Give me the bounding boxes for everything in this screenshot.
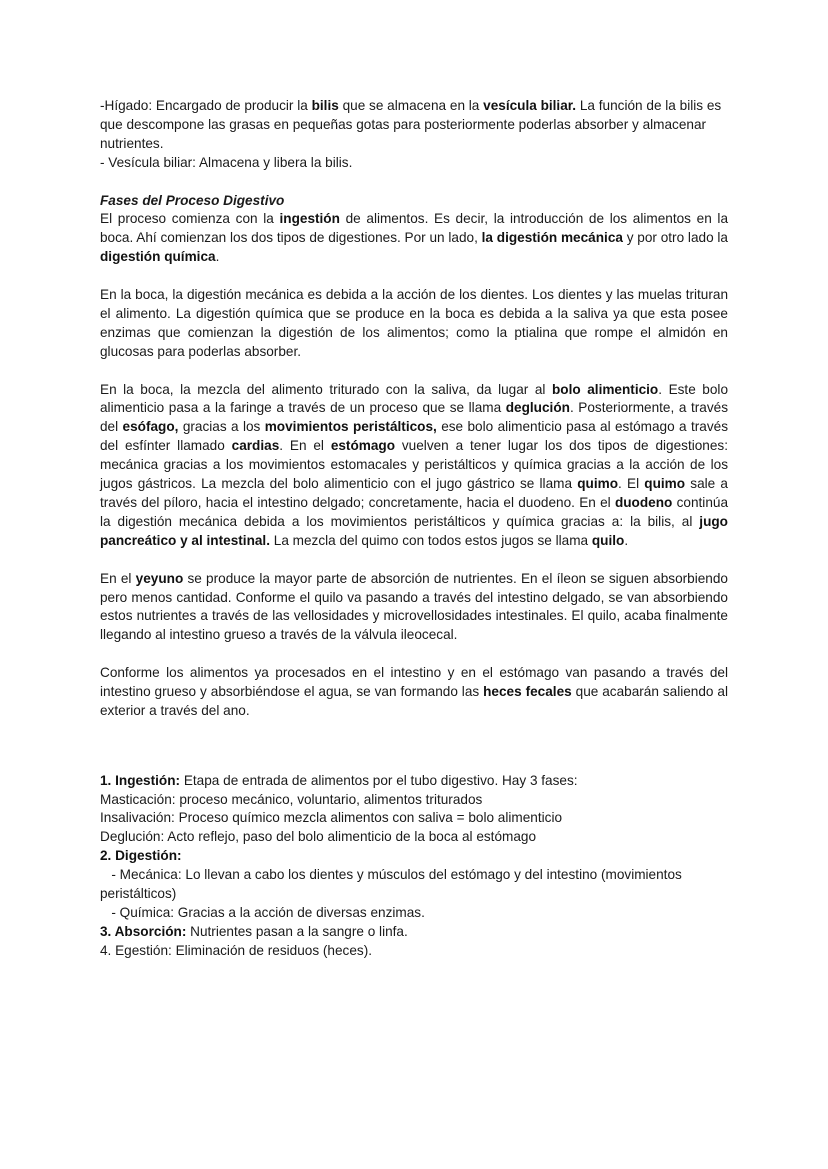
bold-term: movimientos peristálticos, — [264, 419, 437, 435]
summary-item — [100, 923, 728, 942]
bold-term: la digestión mecánica — [481, 230, 623, 246]
paragraph-bolo — [100, 381, 728, 551]
bold-term: duodeno — [614, 494, 673, 510]
bold-term: quimo — [644, 476, 686, 492]
text-run: Masticación: proceso mecánico, voluntario, alimentos triturados — [100, 791, 483, 807]
section-title: Fases del Proceso Digestivo — [100, 192, 285, 208]
bold-term: ingestión — [279, 211, 340, 227]
text-run: . En el — [279, 438, 331, 454]
bold-term: deglución — [505, 400, 570, 416]
spacer — [100, 362, 728, 381]
text-run: que acabarán saliendo al exterior a través del ano. — [100, 684, 728, 718]
paragraph-ingestion — [100, 210, 728, 267]
paragraph-heces — [100, 664, 728, 721]
text-run: . Este bolo alimenticio pasa a la faringe a través de un proceso que se llama — [100, 381, 729, 416]
summary-item — [100, 772, 728, 791]
text-run: Nutrientes pasan a la sangre o linfa. — [186, 923, 408, 939]
bold-term: digestión química — [100, 249, 216, 265]
summary-list — [100, 772, 728, 961]
text-run: - Vesícula biliar: Almacena y libera la bilis. — [100, 154, 353, 170]
text-run: Insalivación: Proceso químico mezcla alimentos con saliva = bolo alimenticio — [100, 810, 563, 826]
text-run: -Hígado: Encargado de producir la — [100, 98, 312, 113]
bold-term: cardias — [231, 438, 280, 454]
summary-item — [100, 809, 728, 828]
summary-item — [100, 828, 728, 847]
paragraph-yeyuno — [100, 570, 728, 646]
text-run: ese bolo alimenticio pasa al estómago a través del esfínter llamado — [100, 419, 729, 454]
text-run: y por otro lado la — [622, 230, 728, 246]
summary-item — [100, 847, 728, 866]
summary-item — [100, 866, 728, 904]
text-run: En la boca, la mezcla del alimento triturado con la saliva, da lugar al — [100, 381, 552, 397]
text-run: . El — [618, 476, 645, 492]
bold-term: jugo pancreático y al intestinal. — [100, 513, 728, 548]
text-run: En el — [100, 570, 136, 586]
bold-term: heces fecales — [483, 684, 572, 700]
spacer — [100, 551, 728, 570]
text-run: que se almacena en la — [338, 98, 484, 113]
organs-section — [100, 97, 728, 173]
text-run: 4. Egestión: Eliminación de residuos (heces). — [100, 942, 373, 958]
bold-term: quimo — [577, 476, 619, 492]
summary-item — [100, 942, 728, 961]
text-run: sale a través del píloro, hacia el intestino delgado; concretamente, hacia el duodeno. En el — [100, 476, 728, 510]
spacer — [100, 759, 728, 772]
bold-term: esófago, — [122, 419, 179, 435]
bold-term: estómago — [330, 438, 396, 454]
text-run: gracias a los — [178, 419, 265, 435]
text-run: Etapa de entrada de alimentos por el tubo digestivo. Hay 3 fases: — [180, 772, 578, 788]
bold-term: quilo — [591, 532, 625, 548]
text-run: . — [215, 249, 220, 265]
text-run: . — [624, 532, 629, 548]
paragraph-boca — [100, 286, 728, 362]
spacer — [100, 267, 728, 286]
text-run: En la boca, la digestión mecánica es debida a la acción de los dientes. Los dientes y las muelas trituran el alimento. La digestión química que se produce en la boca es debida a la saliva ya que esta posee enzimas que comienzan la digestión de los alimentos; como la ptialina que rompe el almidón en glucosas para poderlas absorber. — [100, 287, 728, 359]
bold-term: bilis — [311, 98, 339, 113]
document-page — [100, 97, 728, 961]
text-run: La función de la bilis es que descompone las grasas en pequeñas gotas para posteriormente poderlas absorber y almacenar nutrientes. — [100, 98, 722, 151]
text-run: - Mecánica: Lo llevan a cabo los dientes y músculos del estómago y del intestino (movimientos peristálticos) — [100, 867, 686, 902]
text-run: continúa la digestión mecánica debida a los movimientos peristálticos y química gracias a: la bilis, al — [100, 494, 729, 529]
summary-item — [100, 904, 728, 923]
bold-term: vesícula biliar. — [483, 98, 577, 113]
text-run: La mezcla del quimo con todos estos jugos se llama — [269, 532, 592, 548]
bold-term: 3. Absorción: — [100, 923, 187, 939]
text-run: Conforme los alimentos ya procesados en el intestino y en el estómago van pasando a través del intestino grueso y absorbiéndose el agua, se van formando las — [100, 665, 728, 700]
bold-term: bolo alimenticio — [552, 381, 659, 397]
text-run: . Posteriormente, a través del — [100, 400, 729, 435]
spacer — [100, 645, 728, 664]
spacer — [100, 721, 728, 759]
text-run: El proceso comienza con la — [100, 211, 280, 227]
bold-term: yeyuno — [135, 570, 184, 586]
spacer — [100, 173, 728, 192]
text-run: se produce la mayor parte de absorción de nutrientes. En el íleon se siguen absorbiendo pero menos cantidad. Conforme el quilo va pasando a través del intestino delgado, se van absorbiendo estos nutrientes a través de las vellosidades y microvellosidades intestinales. El quilo, acaba finalmente llegando al intestino grueso a través de la válvula ileocecal. — [100, 570, 728, 643]
bold-term: 1. Ingestión: — [100, 772, 181, 788]
text-run: Deglución: Acto reflejo, paso del bolo alimenticio de la boca al estómago — [100, 829, 537, 845]
organ-higado — [100, 97, 728, 154]
summary-item — [100, 791, 728, 810]
organ-vesicula — [100, 154, 728, 173]
text-run: vuelven a tener lugar los dos tipos de digestiones: mecánica gracias a los movimientos estomacales y peristálticos y química gracias a la acción de los jugos gástricos. La mezcla del bolo alimenticio con el jugo gástrico se llama — [100, 438, 728, 492]
bold-term: 2. Digestión: — [100, 848, 182, 864]
text-run: de alimentos. Es decir, la introducción de los alimentos en la boca. Ahí comienzan los dos tipos de digestiones. Por un lado, — [100, 211, 729, 246]
text-run: - Química: Gracias a la acción de diversas enzimas. — [100, 904, 425, 920]
